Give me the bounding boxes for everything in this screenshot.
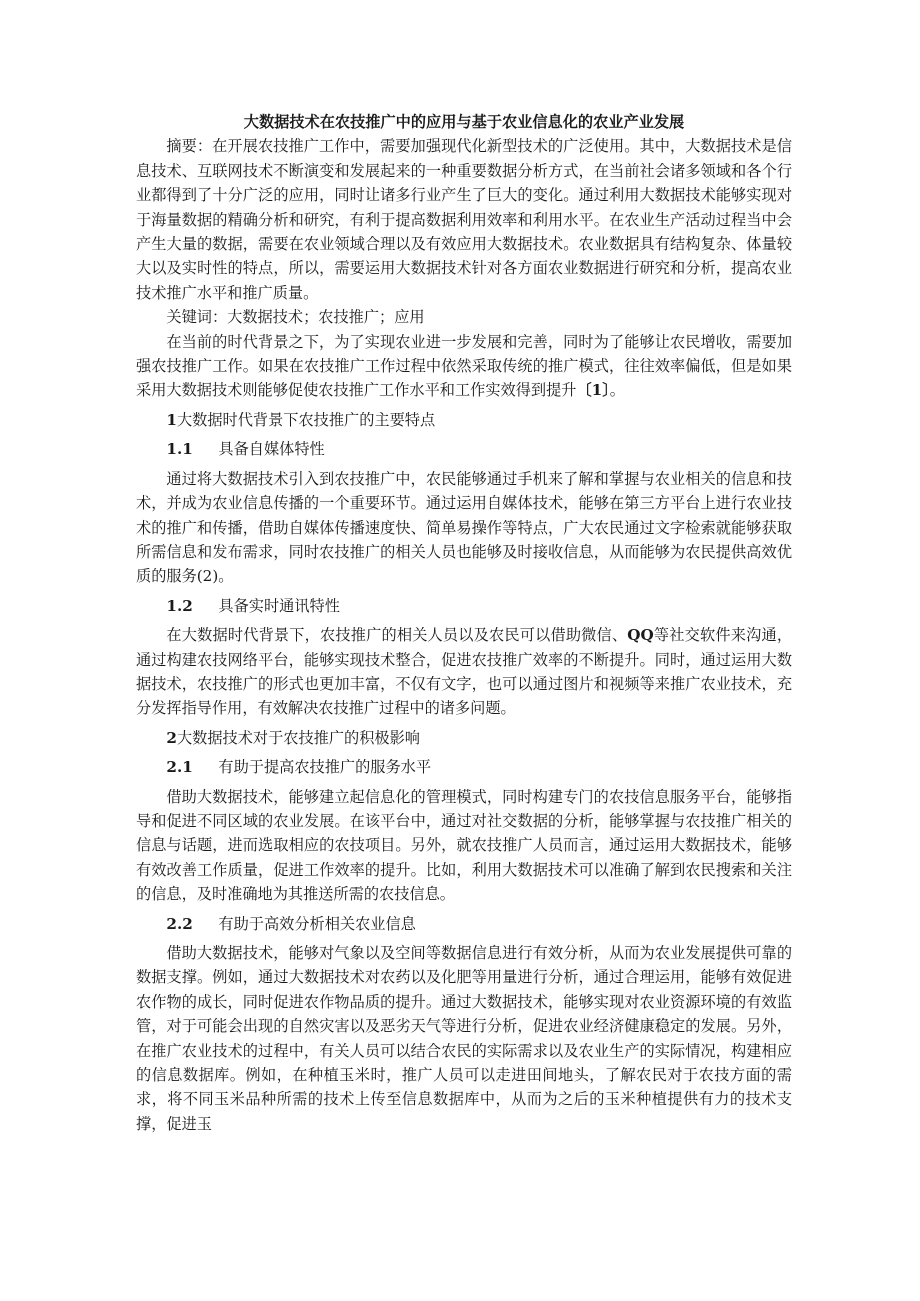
subsection-heading-1-2 (136, 594, 792, 618)
subsection-title: 具备实时通讯特性 (218, 596, 340, 615)
intro-paragraph (136, 330, 792, 403)
text-part: 在大数据时代背景下，农技推广的相关人员以及农民可以借助微信、 (166, 626, 628, 645)
body-paragraph: 通过将大数据技术引入到农技推广中，农民能够通过手机来了解和掌握与农业相关的信息和技术，并成为农业信息传播的一个重要环节。通过运用自媒体技术，能够在第三方平台上进行农业技术的推广和传播，借助自媒体传播速度快、简单易操作等特点，广大农民通过文字检索就能够获取所需信息和发布需求，同时农技推广的相关人员也能够及时接收信息，从而能够为农民提供高效优质的服务(2)。 (136, 469, 792, 586)
subsection-number: 2.2 (166, 914, 193, 933)
keywords-line: 关键词：大数据技术；农技推广；应用 (166, 308, 425, 327)
document-title: 大数据技术在农技推广中的应用与基于农业信息化的农业产业发展 (243, 113, 685, 131)
body-paragraph: 借助大数据技术，能够建立起信息化的管理模式，同时构建专门的农技信息服务平台，能够指导和促进不同区域的农业发展。在该平台中，通过对社交数据的分析，能够掌握与农技推广相关的信息与话题，进而选取相应的农技项目。另外，就农技推广人员而言，通过运用大数据技术，能够有效改善工作质量，促进工作效率的提升。比如，利用大数据技术可以准确了解到农民搜索和关注的信息，及时准确地为其推送所需的农技信息。 (136, 787, 792, 904)
subsection-title: 有助于高效分析相关农业信息 (218, 914, 416, 933)
section-number: 2 (166, 728, 177, 747)
section-title: 大数据技术对于农技推广的积极影响 (176, 728, 420, 747)
subsection-title: 具备自媒体特性 (218, 440, 325, 459)
subsection-title: 有助于提高农技推广的服务水平 (218, 758, 432, 777)
subsection-number: 1.2 (166, 596, 193, 615)
section-number: 1 (166, 410, 177, 429)
section-heading-2 (136, 726, 792, 750)
section-heading-1 (136, 408, 792, 432)
document-page (136, 110, 792, 1136)
subsection-number: 2.1 (166, 758, 193, 777)
section-title: 大数据时代背景下农技推广的主要特点 (176, 410, 436, 429)
text-bold: QQ (627, 626, 654, 645)
body-paragraph: 借助大数据技术，能够对气象以及空间等数据信息进行有效分析，从而为农业发展提供可靠的数据支撑。例如，通过大数据技术对农药以及化肥等用量进行分析，通过合理运用，能够有效促进农作物的成长，同时促进农作物品质的提升。通过大数据技术，能够实现对农业资源环境的有效监管，对于可能会出现的自然灾害以及恶劣天气等进行分析，促进农业经济健康稳定的发展。另外，在推广农业技术的过程中，有关人员可以结合农民的实际需求以及农业生产的实际情况，构建相应的信息数据库。例如，在种植玉米时，推广人员可以走进田间地头，了解农民对于农技方面的需求，将不同玉米品种所需的技术上传至信息数据库中，从而为之后的玉米种植提供有力的技术支撑，促进玉 (136, 944, 792, 1133)
intro-end: 。 (609, 381, 625, 400)
subsection-heading-2-1 (136, 755, 792, 779)
citation-ref: 〔1〕 (576, 381, 610, 400)
text-part: 等社交软件来沟通，通过构建农技网络平台，能够实现技术整合，促进农技推广效率的不断提升。同时，通过运用大数据技术，农技推广的形式也更加丰富，不仅有文字，也可以通过图片和视频等来推广农业技术，充分发挥指导作用，有效解决农技推广过程中的诸多问题。 (136, 626, 793, 718)
intro-text: 在当前的时代背景之下，为了实现农业进一步发展和完善，同时为了能够让农民增收，需要加强农技推广工作。如果在农技推广工作过程中依然采取传统的推广模式，往往效率偏低，但是如果采用大数据技术则能够促使农技推广工作水平和工作实效得到提升 (136, 332, 792, 400)
body-paragraph (136, 623, 792, 721)
abstract-paragraph: 摘要：在开展农技推广工作中，需要加强现代化新型技术的广泛使用。其中，大数据技术是信息技术、互联网技术不断演变和发展起来的一种重要数据分析方式，在当前社会诸多领域和各个行业都得到了十分广泛的应用，同时让诸多行业产生了巨大的变化。通过利用大数据技术能够实现对于海量数据的精确分析和研究，有利于提高数据利用效率和利用水平。在农业生产活动过程当中会产生大量的数据，需要在农业领域合理以及有效应用大数据技术。农业数据具有结构复杂、体量较大以及实时性的特点，所以，需要运用大数据技术针对各方面农业数据进行研究和分析，提高农业技术推广水平和推广质量。 (136, 137, 792, 302)
subsection-heading-1-1 (136, 437, 792, 461)
subsection-heading-2-2 (136, 912, 792, 936)
subsection-number: 1.1 (166, 440, 193, 459)
